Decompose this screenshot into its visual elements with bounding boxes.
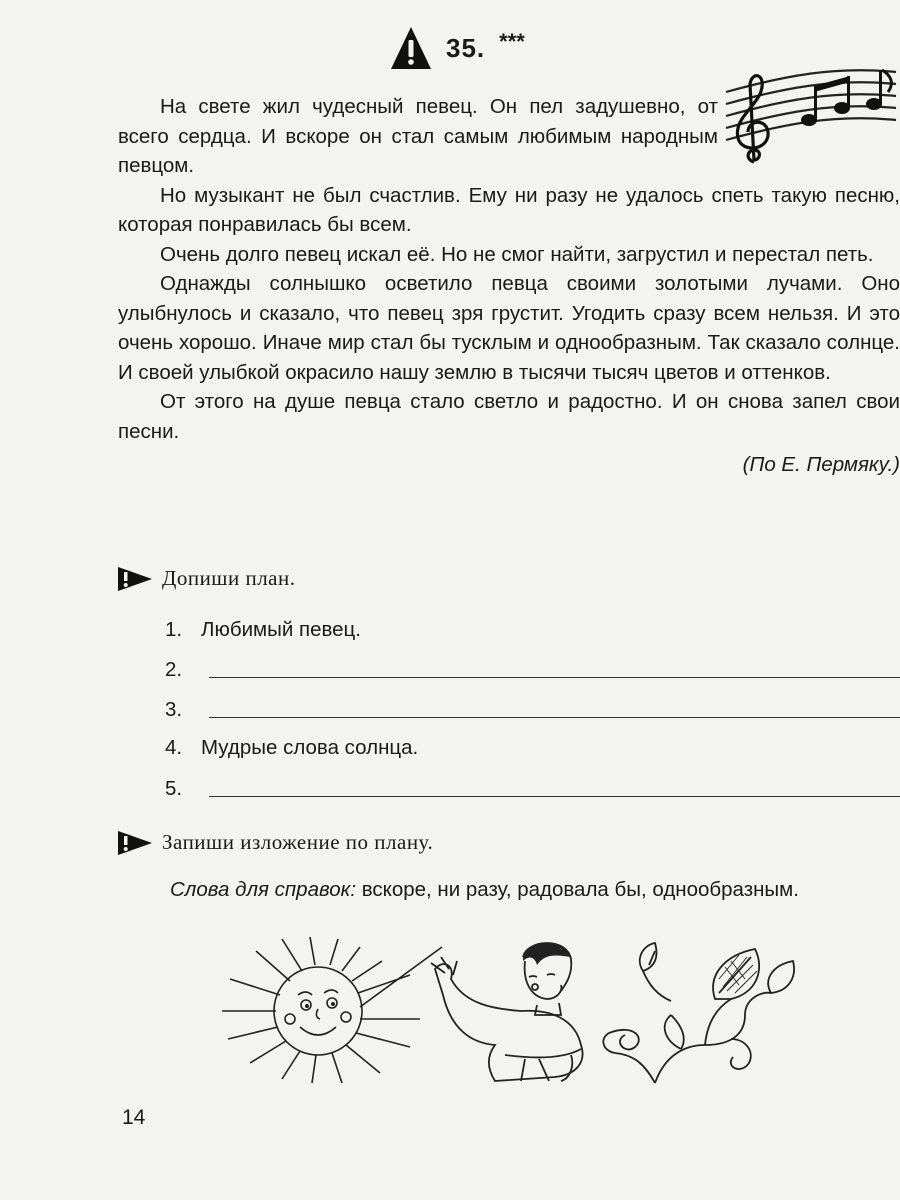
- plan-item-text: Мудрые слова солнца.: [201, 736, 419, 759]
- plan-item: [165, 652, 900, 682]
- story-paragraph: От этого на душе певца стало светло и радостно. И он снова запел свои песни.: [118, 390, 900, 443]
- plan-item-number: 4.: [165, 736, 183, 759]
- story-paragraph: Очень долго певец искал её. Но не смог найти, загрустил и перестал петь.: [160, 242, 874, 266]
- story-author: (По Е. Пермяку.): [742, 453, 900, 476]
- reference-words-label: Слова для справок:: [170, 878, 357, 901]
- reference-words-list: вскоре, ни разу, радовала бы, однообразным.: [356, 878, 799, 901]
- task-text: Допиши план.: [162, 566, 296, 590]
- difficulty-stars: ***: [499, 29, 525, 54]
- plan-item-number: 5.: [165, 777, 183, 800]
- page-number: 14: [122, 1106, 146, 1129]
- reference-words: [118, 875, 860, 905]
- task-write-summary: [118, 830, 433, 855]
- story-paragraph: Однажды солнышко осветило певца своими золотыми лучами. Оно улыбнулось и сказало, что певец зря грустит. Угодить сразу всем нельзя. И это очень хорошо. Иначе мир стал бы тусклым и однообразным. Так сказало солнце. И своей улыбкой окрасило нашу землю в тысячи тысяч цветов и оттенков.: [118, 272, 900, 384]
- warning-triangle-icon: [390, 26, 432, 70]
- plan-item: [165, 730, 900, 760]
- story-paragraph: На свете жил чудесный певец. Он пел задушевно, от всего сердца. И вскоре он стал самым любимым народным певцом.: [118, 95, 718, 177]
- warning-arrow-icon: [118, 831, 152, 855]
- plan-item-number: 3.: [165, 698, 183, 721]
- plan-item-number: 2.: [165, 658, 183, 681]
- story-paragraph: Но музыкант не был счастлив. Ему ни разу не удалось спеть такую песню, которая понравилась бы всем.: [118, 183, 900, 236]
- exercise-number: 35.: [446, 32, 486, 63]
- plan-item-number: 1.: [165, 618, 183, 641]
- warning-arrow-icon: [118, 567, 152, 591]
- sun-icon: [220, 935, 445, 1085]
- plan-item: [165, 692, 900, 722]
- story-text: [118, 92, 900, 480]
- exercise-header: [390, 18, 525, 78]
- task-text: Запиши изложение по плану.: [162, 830, 434, 854]
- flower-icon: [595, 935, 805, 1085]
- plan-item: [165, 612, 900, 642]
- task-complete-plan: [118, 566, 296, 591]
- plan-item-text: Любимый певец.: [201, 618, 361, 641]
- plan-answer-line[interactable]: [209, 677, 900, 678]
- singer-icon: [425, 935, 590, 1085]
- plan-answer-line[interactable]: [209, 717, 900, 718]
- plan-answer-line[interactable]: [209, 796, 900, 797]
- plan-item: [165, 771, 900, 801]
